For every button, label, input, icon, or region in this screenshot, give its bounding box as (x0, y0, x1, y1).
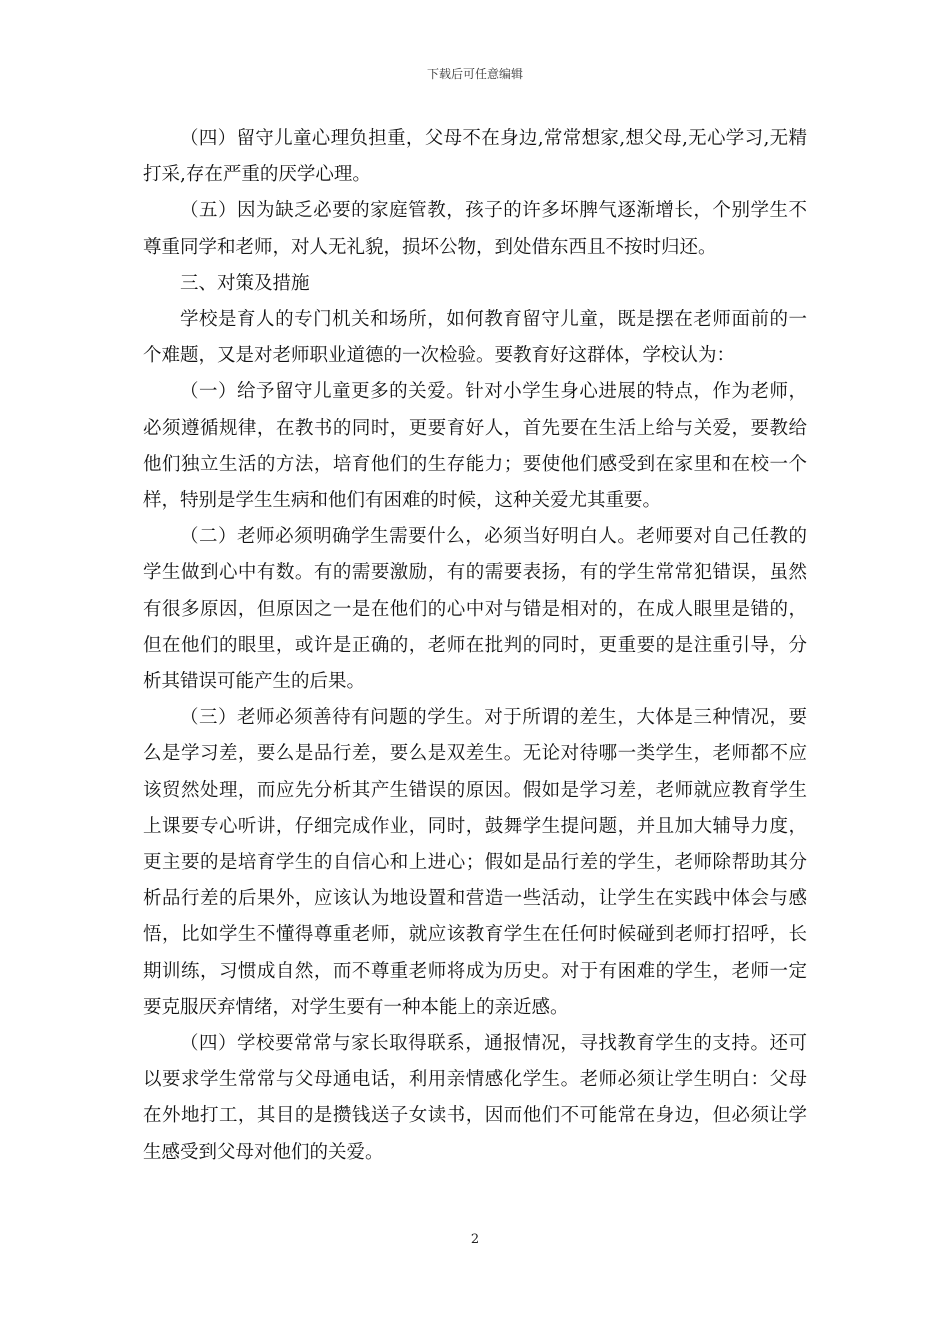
section-heading-measures: 三、对策及措施 (180, 272, 310, 294)
paragraph-measure-2-needs: （二）老师必须明确学生需要什么，必须当好明白人。老师要对自己任教的学生做到心中有数。有的需要激励，有的需要表扬，有的学生常常犯错误，虽然有很多原因，但原因之一是在他们的心中对与错是相对的，在成人眼里是错的，但在他们的眼里，或许是正确的，老师在批判的同时，更重要的是注重引导，分析其错误可能产生的后果。 (143, 526, 807, 693)
paragraph-item-5-discipline: （五）因为缺乏必要的家庭管教，孩子的许多坏脾气逐渐增长，个别学生不尊重同学和老师，对人无礼貌，损坏公物，到处借东西且不按时归还。 (143, 200, 807, 258)
paragraph-school-intro: 学校是育人的专门机关和场所，如何教育留守儿童，既是摆在老师面前的一个难题，又是对老师职业道德的一次检验。要教育好这群体，学校认为： (143, 309, 807, 367)
paragraph-item-4-burden: （四）留守儿童心理负担重，父母不在身边,常常想家,想父母,无心学习,无精打采,存在严重的厌学心理。 (143, 128, 807, 186)
page-number: 2 (470, 1232, 480, 1247)
page-header: 下载后可任意编辑 (426, 67, 523, 81)
document-body (143, 121, 807, 1171)
paragraph-measure-1-care: （一）给予留守儿童更多的关爱。针对小学生身心进展的特点，作为老师，必须遵循规律，在教书的同时，更要育好人，首先要在生活上给与关爱，要教给他们独立生活的方法，培育他们的生存能力；要使他们感受到在家里和在校一个样，特别是学生生病和他们有困难的时候，这种关爱尤其重要。 (143, 381, 807, 512)
paragraph-measure-3-problem-students: （三）老师必须善待有问题的学生。对于所谓的差生，大体是三种情况，要么是学习差，要么是品行差，要么是双差生。无论对待哪一类学生，老师都不应该贸然处理，而应先分析其产生错误的原因。假如是学习差，老师就应教育学生上课要专心听讲，仔细完成作业，同时，鼓舞学生提问题，并且加大辅导力度，更主要的是培育学生的自信心和上进心；假如是品行差的学生，老师除帮助其分析品行差的后果外，应该认为地设置和营造一些活动，让学生在实践中体会与感悟，比如学生不懂得尊重老师，就应该教育学生在任何时候碰到老师打招呼，长期训练，习惯成自然，而不尊重老师将成为历史。对于有困难的学生，老师一定要克服厌弃情绪，对学生要有一种本能上的亲近感。 (143, 707, 807, 1018)
paragraph-measure-4-parents: （四）学校要常常与家长取得联系，通报情况，寻找教育学生的支持。还可以要求学生常常与父母通电话，利用亲情感化学生。老师必须让学生明白：父母在外地打工，其目的是攒钱送子女读书，因而他们不可能常在身边，但必须让学生感受到父母对他们的关爱。 (143, 1033, 807, 1163)
